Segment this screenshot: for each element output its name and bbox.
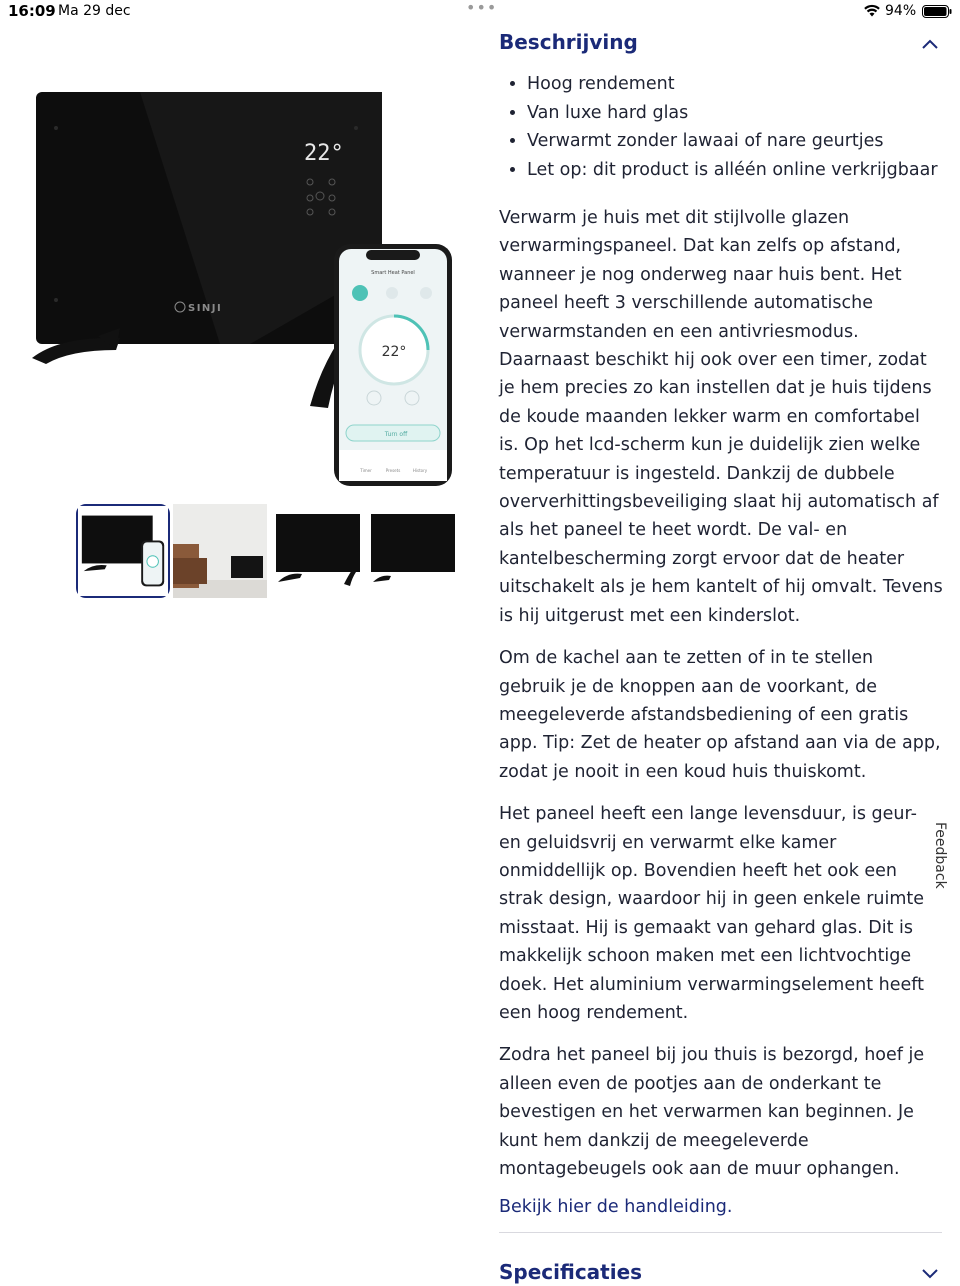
chevron-down-icon[interactable] [921,1268,939,1280]
manual-link[interactable]: Bekijk hier de handleiding. [499,1197,733,1218]
thumbnail-4[interactable] [367,504,461,598]
brand-logo: SINJI [188,303,223,314]
description-paragraph: Het paneel heeft een lange levensduur, is geur- en geluidsvrij en verwarmt elke kamer onmiddellijk op. Bovendien heeft het ook een strak design, waardoor hij in geen enkele ruimte misstaat. Hij is gemaakt van gehard glas. Dit is makkelijk schoon maken met een lichtvochtige doek. Het aluminium verwarmingselement heeft een hoog rendement. [499,804,925,1023]
description-paragraph: Om de kachel aan te zetten of in te stellen gebruik je de knoppen aan de voorkant, de meegeleverde afstandsbediening of een gratis app. Tip: Zet de heater op afstand aan via de app, zodat je nooit in een koud huis thuiskomt. [499,648,941,782]
status-date: Ma 29 dec [58,3,131,19]
status-time: 16:09 [8,2,56,20]
description-header[interactable] [499,26,943,62]
svg-text:History: History [412,468,428,473]
description-paragraph: Verwarm je huis met dit stijlvolle glazen verwarmingspaneel. Dat kan zelfs op afstand, wanneer je nog onderweg naar huis bent. Het paneel heeft 3 verschillende automatische verwarmstanden en een antivriesmodus. Daarnaast beschikt hij ook over een timer, zodat je hem precies zo kan instellen dat je huis tijdens de koude maanden lekker warm en comfortabel is. Op het lcd-scherm kun je duidelijk zien welke temperatuur is ingesteld. Dankzij de dubbele oververhittingsbeveiliging slaat hij automatisch af als het paneel te heet wordt. De val- en kantelbescherming zorgt ervoor dat de heater uitschakelt als je hem kantelt of hij omvalt. Tevens is hij uitgerust met een kinderslot. [499,208,943,626]
feedback-tab[interactable] [928,820,950,900]
phone-app-title: Smart Heat Panel [371,270,415,276]
phone-turn-off-button: Turn off [384,431,408,438]
multitasking-dots-icon[interactable]: ••• [466,0,498,17]
battery-icon [922,5,952,18]
feature-item: • Let op: dit product is alléén online verkrijgbaar [527,156,943,185]
specs-header[interactable] [499,1256,943,1286]
product-gallery [0,60,470,620]
specs-title: Specificaties [499,1260,643,1284]
feature-item: • Van luxe hard glas [527,99,943,128]
feature-list [499,70,943,184]
heater-display-temp: 22° [304,141,344,166]
feature-item: • Verwarmt zonder lawaai of nare geurtjes [527,127,943,156]
feature-item: • Hoog rendement [527,70,943,99]
svg-text:Timer: Timer [360,468,372,473]
chevron-up-icon[interactable] [921,38,939,50]
feedback-label: Feedback [932,822,948,889]
description-title: Beschrijving [499,30,638,54]
thumbnail-2[interactable] [173,504,267,598]
svg-text:Presets: Presets [385,468,401,473]
battery-percentage: 94% [885,3,917,19]
status-bar [0,0,960,24]
thumbnail-3[interactable] [270,504,364,598]
phone-app-temp: 22° [381,344,407,360]
wifi-icon [864,5,880,17]
thumbnail-1[interactable] [76,504,170,598]
thumbnail-strip [76,504,424,600]
description-section [499,26,943,1217]
section-divider [499,1232,942,1233]
product-main-image[interactable] [20,88,460,473]
description-paragraph: Zodra het paneel bij jou thuis is bezorgd, hoef je alleen even de pootjes aan de onderkant te bevestigen en het verwarmen kan beginnen. Je kunt hem dankzij de meegeleverde montagebeugels ook aan de muur ophangen. [499,1045,925,1179]
